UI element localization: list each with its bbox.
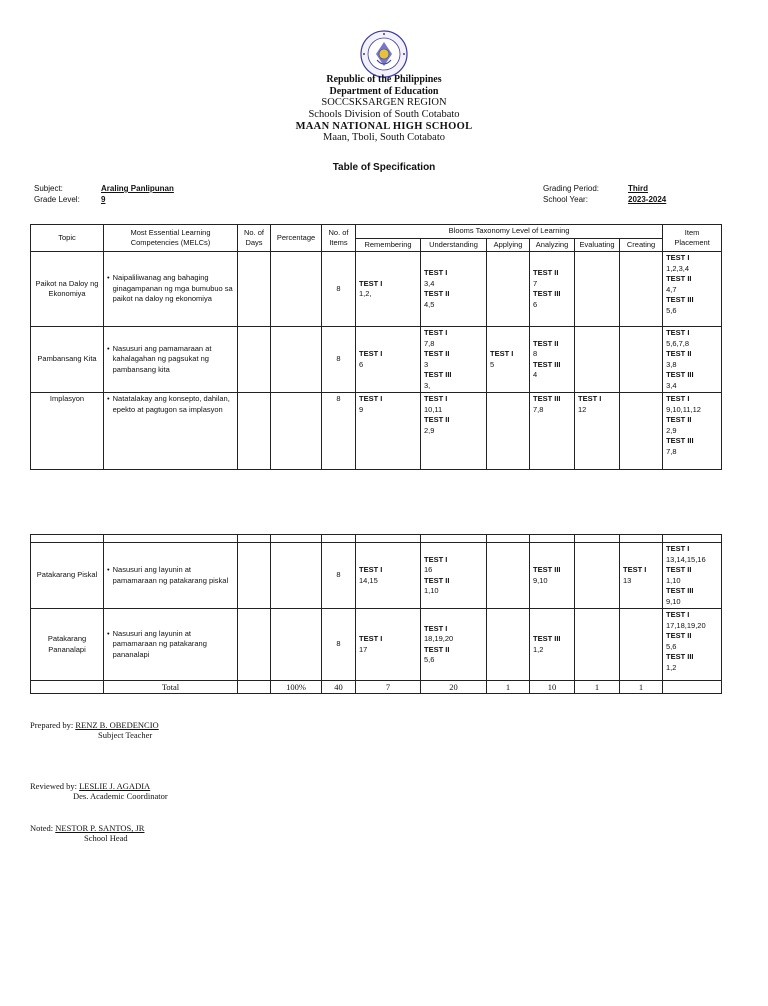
total-applying: 1 <box>487 681 530 694</box>
item-numbers: 18,19,20 <box>424 634 454 643</box>
evaluating-cell <box>575 252 620 327</box>
item-numbers: 9 <box>359 404 364 414</box>
subject-value: Araling Panlipunan <box>101 184 174 193</box>
melc-cell <box>104 327 238 393</box>
test-label: TEST III <box>533 289 561 298</box>
header-item-placement: Item Placement <box>663 225 722 252</box>
header-department: Department of Education <box>329 86 439 97</box>
total-items: 40 <box>322 681 356 694</box>
item-numbers: 9,10 <box>666 596 681 606</box>
test-label: TEST I <box>666 253 690 262</box>
period-label: Grading Period: <box>543 184 600 193</box>
remembering-cell <box>356 609 421 681</box>
item-numbers: 10,11 <box>424 404 443 414</box>
melc-text: Nasusuri ang layunin at pamamaraan ng patakarang pananalapi <box>112 628 207 659</box>
total-evaluating: 1 <box>575 681 620 694</box>
prepared-label: Prepared by: <box>30 720 74 730</box>
item-numbers: 5,6 <box>666 641 677 651</box>
test-label: TEST III <box>666 295 694 304</box>
header-topic: Topic <box>31 225 104 252</box>
applying-cell <box>487 609 530 681</box>
test-label: TEST III <box>666 370 694 379</box>
item-numbers: 13,14,15,16 <box>666 554 706 564</box>
item-numbers: 6 <box>533 299 538 309</box>
creating-cell <box>620 327 663 393</box>
item-numbers: 3,4 <box>666 380 677 390</box>
table-row <box>31 252 722 327</box>
item-numbers: 5 <box>490 359 495 369</box>
total-understanding: 20 <box>421 681 487 694</box>
item-numbers: 5,6 <box>666 305 677 315</box>
grade-label: Grade Level: <box>34 195 80 204</box>
header-address: Maan, Tboli, South Cotabato <box>322 132 445 143</box>
applying-cell <box>487 543 530 609</box>
reviewed-name: LESLIE J. AGADIA <box>79 781 151 791</box>
analyzing-cell <box>530 252 575 327</box>
item-numbers: 17,18,19,20 <box>666 620 706 630</box>
subject-info <box>34 183 80 205</box>
test-label: TEST I <box>424 554 448 564</box>
understanding-cell <box>421 252 487 327</box>
reviewed-by-block <box>30 781 168 801</box>
header-remembering: Remembering <box>356 238 421 252</box>
total-row <box>31 681 722 694</box>
test-label: TEST III <box>533 634 561 643</box>
topic-cell: Paikot na Daloy ng Ekonomiya <box>31 252 104 327</box>
item-numbers: 1,10 <box>424 586 439 595</box>
remembering-cell <box>356 327 421 393</box>
days-cell <box>238 327 271 393</box>
header-days: No. of Days <box>238 225 271 252</box>
creating-cell <box>620 252 663 327</box>
test-label: TEST I <box>359 278 383 288</box>
items-cell: 8 <box>322 252 356 327</box>
item-numbers: 8 <box>533 349 538 358</box>
table-row <box>31 393 722 470</box>
specification-table-continued <box>30 534 722 694</box>
creating-cell <box>620 393 663 470</box>
header-republic: Republic of the Philippines <box>326 74 442 85</box>
header-applying: Applying <box>487 238 530 252</box>
test-label: TEST I <box>359 634 383 643</box>
deped-seal-logo <box>360 30 408 78</box>
period-info <box>543 183 599 205</box>
header-creating: Creating <box>620 238 663 252</box>
header-analyzing: Analyzing <box>530 238 575 252</box>
document-title: Table of Specification <box>332 162 436 173</box>
item-placement-cell <box>663 393 722 470</box>
subject-label: Subject: <box>34 184 63 193</box>
test-label: TEST II <box>666 274 692 283</box>
test-label: TEST II <box>424 349 450 358</box>
grade-value: 9 <box>101 195 106 204</box>
item-numbers: 2,9 <box>424 425 435 435</box>
specification-table <box>30 224 722 470</box>
test-label: TEST I <box>424 268 448 277</box>
test-label: TEST II <box>666 415 692 424</box>
item-numbers: 14,15 <box>359 575 378 585</box>
test-label: TEST III <box>424 370 452 379</box>
item-numbers: 3 <box>424 359 429 369</box>
melc-cell <box>104 252 238 327</box>
item-numbers: 9,10,11,12 <box>666 404 701 414</box>
items-cell: 8 <box>322 543 356 609</box>
bullet-icon: • <box>107 565 110 574</box>
item-numbers: 17 <box>359 644 368 654</box>
percentage-cell <box>271 543 322 609</box>
item-numbers: 12 <box>578 404 587 414</box>
item-numbers: 5,6,7,8 <box>666 338 690 348</box>
item-numbers: 7 <box>533 278 538 288</box>
test-label: TEST I <box>666 544 690 553</box>
prepared-role: Subject Teacher <box>98 730 153 740</box>
item-numbers: 4,5 <box>424 299 435 309</box>
item-numbers: 7,8 <box>666 446 677 456</box>
item-numbers: 7,8 <box>533 404 544 414</box>
bullet-icon: • <box>107 394 110 403</box>
understanding-cell <box>421 393 487 470</box>
test-label: TEST II <box>424 575 450 585</box>
test-label: TEST I <box>424 623 448 633</box>
evaluating-cell <box>575 393 620 470</box>
days-cell <box>238 543 271 609</box>
item-numbers: 6 <box>359 359 364 369</box>
test-label: TEST III <box>533 394 561 403</box>
percentage-cell <box>271 327 322 393</box>
evaluating-cell <box>575 609 620 681</box>
remembering-cell <box>356 252 421 327</box>
item-placement-cell <box>663 609 722 681</box>
test-label: TEST III <box>666 586 694 595</box>
melc-text: Nasusuri ang layunin at pamamaraan ng patakarang piskal <box>112 565 229 585</box>
test-label: TEST I <box>490 349 514 358</box>
percentage-cell <box>271 393 322 470</box>
analyzing-cell <box>530 609 575 681</box>
topic-cell: Pambansang Kita <box>31 327 104 393</box>
item-numbers: 2,9 <box>666 425 677 435</box>
item-numbers: 13 <box>623 575 632 585</box>
test-label: TEST I <box>424 394 448 403</box>
header-region: SOCCSKSARGEN REGION <box>321 97 447 108</box>
test-label: TEST III <box>666 652 694 661</box>
understanding-cell <box>421 543 487 609</box>
reviewed-role: Des. Academic Coordinator <box>73 791 168 801</box>
evaluating-cell <box>575 543 620 609</box>
item-placement-cell <box>663 327 722 393</box>
test-label: TEST I <box>623 565 647 574</box>
test-label: TEST II <box>424 289 450 298</box>
topic-cell: Patakarang Pananalapi <box>31 609 104 681</box>
item-placement-cell <box>663 252 722 327</box>
percentage-cell <box>271 609 322 681</box>
noted-role: School Head <box>84 833 128 843</box>
analyzing-cell <box>530 393 575 470</box>
topic-cell: Patakarang Piskal <box>31 543 104 609</box>
bullet-icon: • <box>107 343 110 353</box>
prepared-name: RENZ B. OBEDENCIO <box>75 720 159 730</box>
noted-label: Noted: <box>30 823 54 833</box>
total-remembering: 7 <box>356 681 421 694</box>
item-numbers: 3,4 <box>424 278 435 288</box>
total-label: Total <box>104 681 238 694</box>
remembering-cell <box>356 393 421 470</box>
item-numbers: 1,10 <box>666 575 681 585</box>
applying-cell <box>487 252 530 327</box>
test-label: TEST II <box>666 349 692 358</box>
creating-cell <box>620 543 663 609</box>
test-label: TEST I <box>578 394 602 403</box>
test-label: TEST II <box>424 644 450 654</box>
year-value: 2023-2024 <box>628 195 667 204</box>
test-label: TEST I <box>359 565 383 574</box>
items-cell: 8 <box>322 609 356 681</box>
understanding-cell <box>421 609 487 681</box>
header-evaluating: Evaluating <box>575 238 620 252</box>
test-label: TEST II <box>666 631 692 640</box>
items-cell: 8 <box>322 327 356 393</box>
percentage-cell <box>271 252 322 327</box>
test-label: TEST I <box>424 328 448 337</box>
remembering-cell <box>356 543 421 609</box>
header-items: No. of Items <box>322 225 356 252</box>
header-melcs: Most Essential Learning Competencies (MELCs) <box>104 225 238 252</box>
test-label: TEST III <box>533 359 561 369</box>
header-understanding: Understanding <box>421 238 487 252</box>
days-cell <box>238 609 271 681</box>
item-numbers: 3, <box>424 380 431 390</box>
year-label: School Year: <box>543 195 588 204</box>
item-placement-cell <box>663 543 722 609</box>
prepared-by-block <box>30 720 159 740</box>
test-label: TEST I <box>666 394 690 403</box>
analyzing-cell <box>530 327 575 393</box>
subject-values <box>101 183 174 205</box>
bullet-icon: • <box>107 273 110 283</box>
total-creating: 1 <box>620 681 663 694</box>
test-label: TEST III <box>533 565 561 574</box>
melc-cell <box>104 543 238 609</box>
header-blooms-taxonomy: Blooms Taxonomy Level of Learning <box>356 225 663 239</box>
test-label: TEST II <box>533 338 559 348</box>
test-label: TEST II <box>533 268 559 277</box>
total-analyzing: 10 <box>530 681 575 694</box>
creating-cell <box>620 609 663 681</box>
header-school-name: MAAN NATIONAL HIGH SCHOOL <box>295 121 473 132</box>
days-cell <box>238 393 271 470</box>
days-cell <box>238 252 271 327</box>
bullet-icon: • <box>107 628 110 638</box>
applying-cell <box>487 393 530 470</box>
table-row <box>31 327 722 393</box>
topic-cell: Implasyon <box>31 393 104 470</box>
table-row <box>31 543 722 609</box>
item-numbers: 7,8 <box>424 338 435 348</box>
reviewed-label: Reviewed by: <box>30 781 77 791</box>
evaluating-cell <box>575 327 620 393</box>
test-label: TEST II <box>666 565 692 574</box>
melc-text: Nasusuri ang pamamaraan at kahalagahan ng pagsukat ng pambansang kita <box>112 343 212 374</box>
analyzing-cell <box>530 543 575 609</box>
item-numbers: 5,6 <box>424 655 435 664</box>
test-label: TEST I <box>359 349 383 358</box>
test-label: TEST I <box>666 610 690 619</box>
melc-text: Naipaliliwanag ang bahaging ginagampanan ng mga bumubuo sa paikot na daloy ng ekonomiya <box>112 273 233 304</box>
item-numbers: 1,2,3,4 <box>666 263 690 273</box>
noted-name: NESTOR P. SANTOS, JR <box>55 823 145 833</box>
table-row <box>31 609 722 681</box>
period-values <box>628 183 666 205</box>
test-label: TEST I <box>359 394 383 403</box>
header-division: Schools Division of South Cotabato <box>308 109 460 120</box>
blank-header-row <box>31 535 722 543</box>
melc-text: Natatalakay ang konsepto, dahilan, epekto at pagtugon sa implasyon <box>112 394 230 414</box>
item-numbers: 4 <box>533 370 538 379</box>
total-percentage: 100% <box>271 681 322 694</box>
item-numbers: 1,2 <box>533 644 544 654</box>
melc-cell <box>104 393 238 470</box>
item-numbers: 3,8 <box>666 359 677 369</box>
period-value: Third <box>628 184 648 193</box>
understanding-cell <box>421 327 487 393</box>
test-label: TEST III <box>666 436 694 445</box>
melc-cell <box>104 609 238 681</box>
items-cell: 8 <box>322 393 356 470</box>
test-label: TEST I <box>666 328 690 337</box>
noted-by-block <box>30 823 144 843</box>
item-numbers: 4,7 <box>666 284 677 294</box>
item-numbers: 16 <box>424 565 433 574</box>
header-percentage: Percentage <box>271 225 322 252</box>
item-numbers: 1,2 <box>666 662 677 672</box>
item-numbers: 9,10 <box>533 575 548 585</box>
applying-cell <box>487 327 530 393</box>
item-numbers: 1,2, <box>359 289 372 298</box>
test-label: TEST II <box>424 415 450 424</box>
